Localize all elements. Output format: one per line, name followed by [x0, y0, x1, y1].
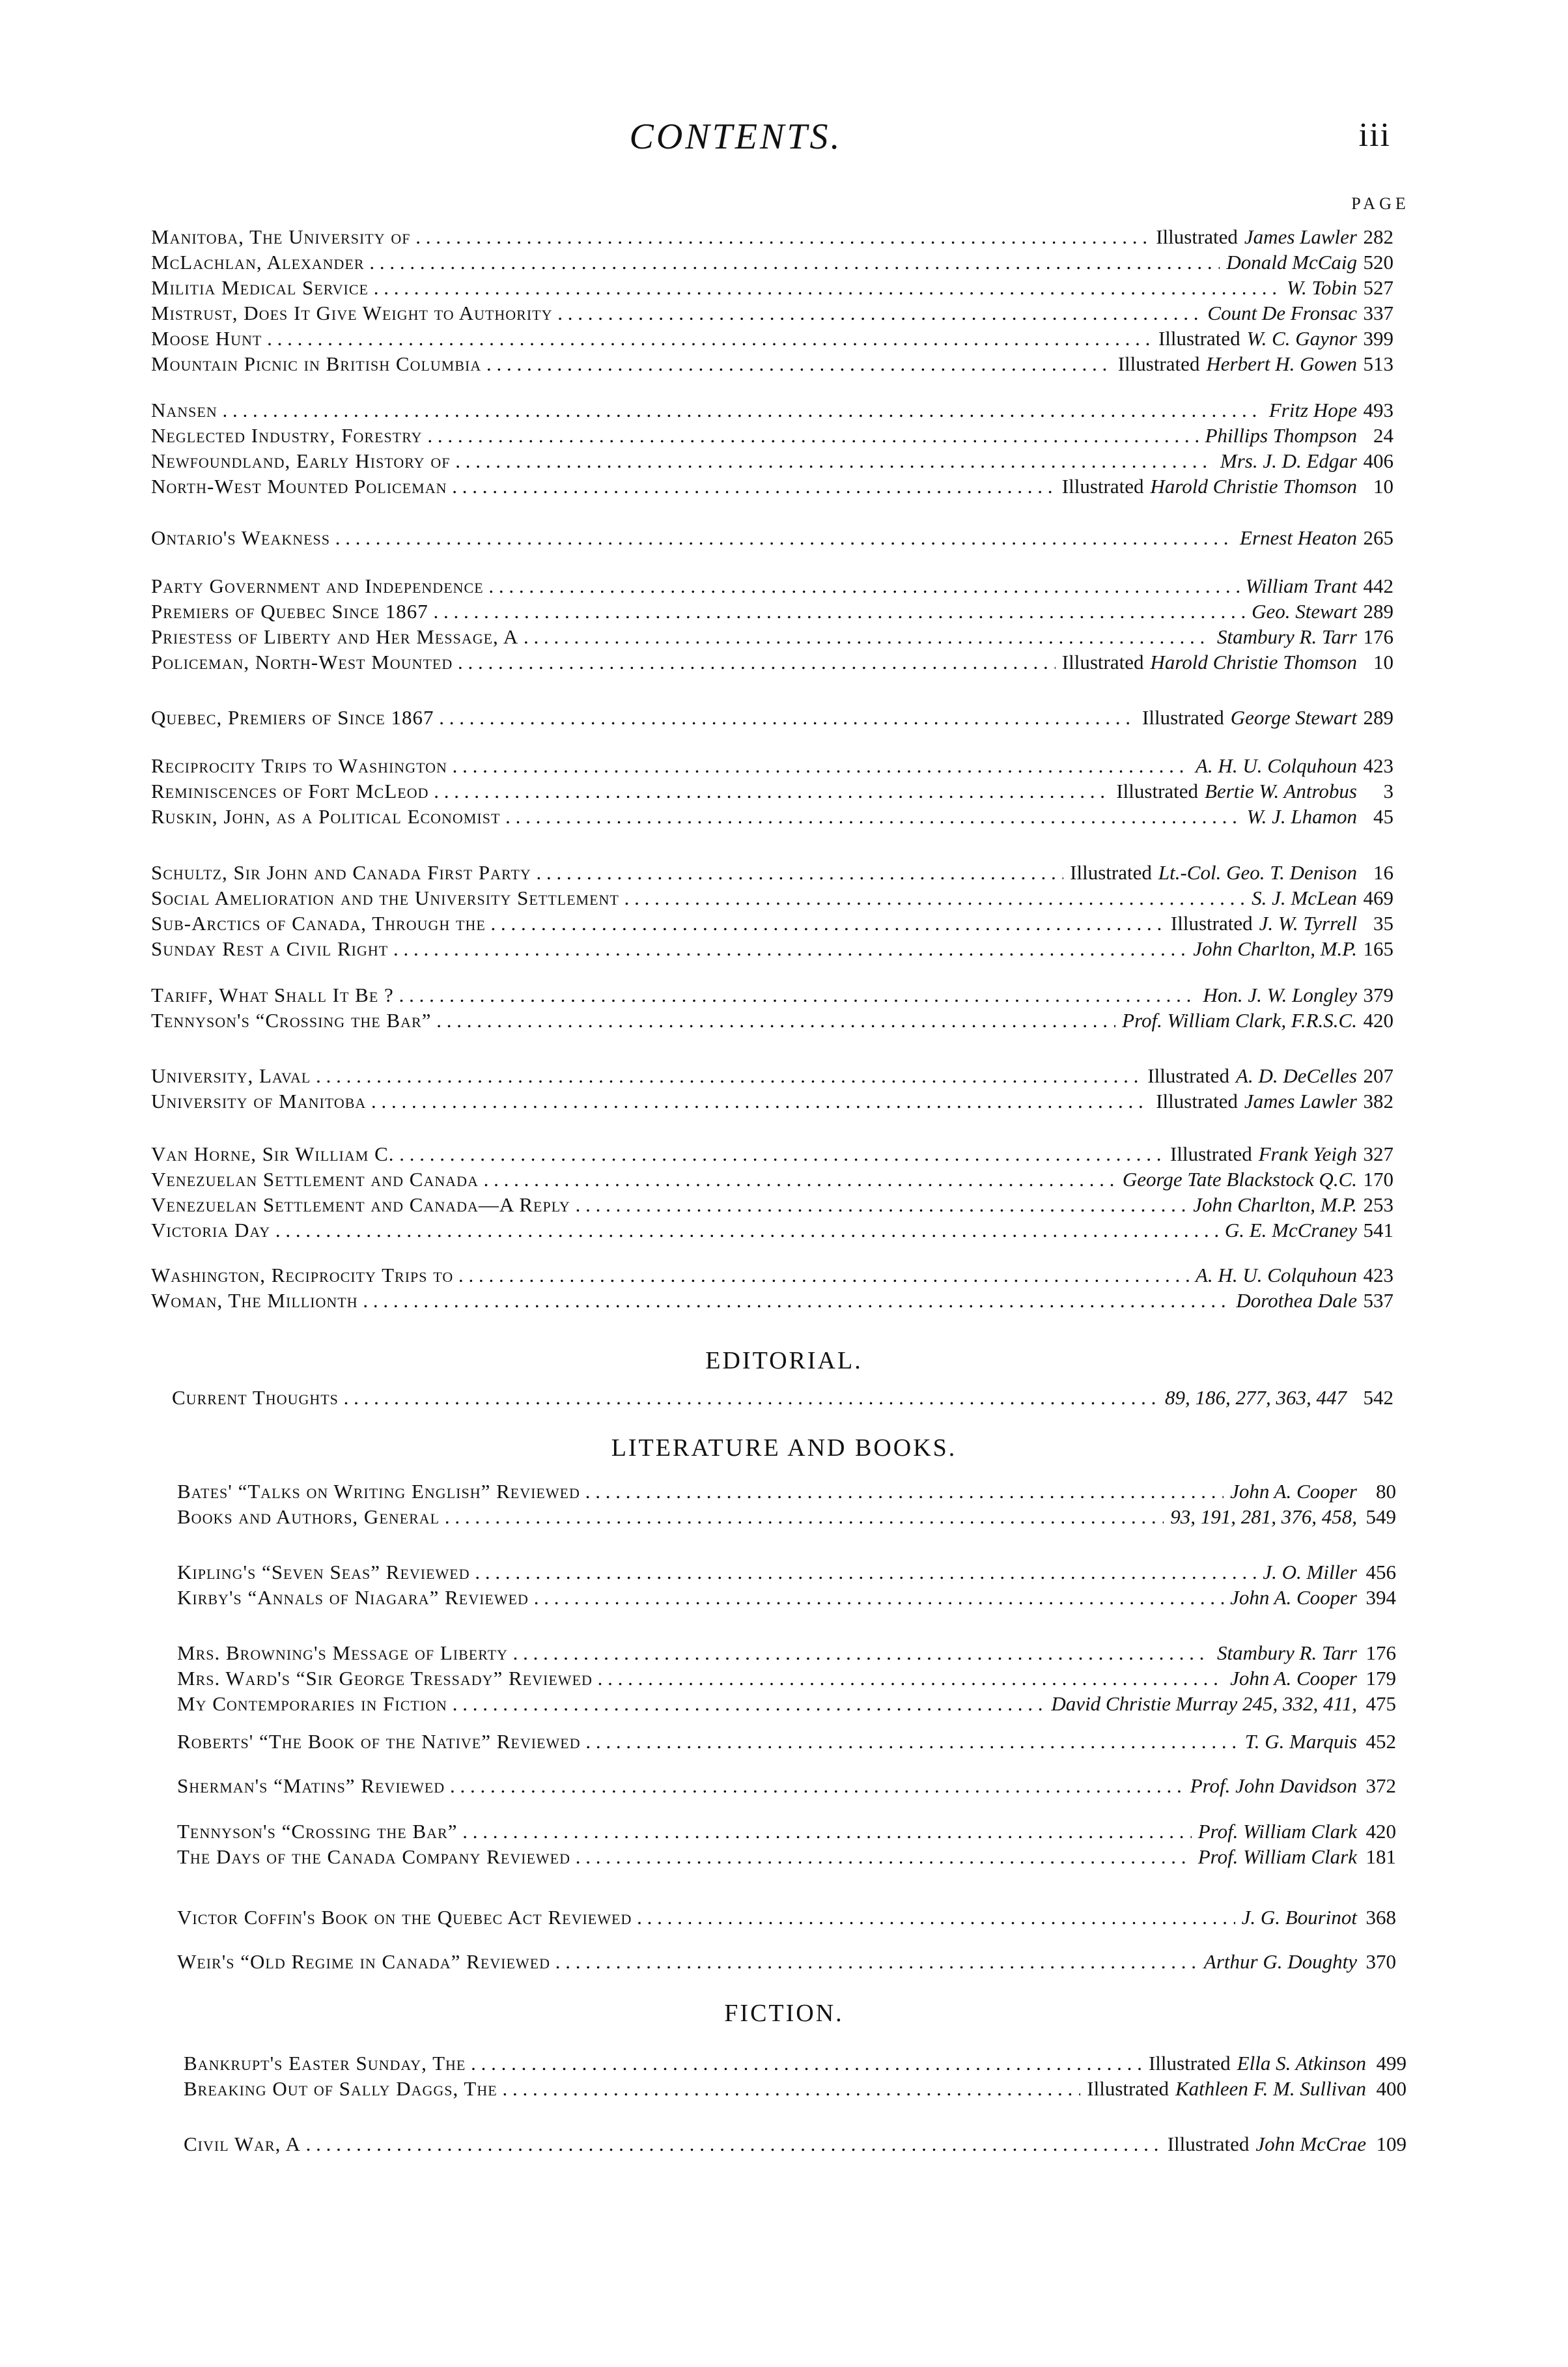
entry-title: Kipling's “Seven Seas” Reviewed: [177, 1561, 470, 1583]
entry-note: Illustrated: [1061, 475, 1144, 498]
contents-entry: [184, 2131, 1407, 2157]
contents-entry: [177, 1729, 1396, 1755]
contents-entry: [151, 705, 1393, 731]
entry-title: Mistrust, Does It Give Weight to Authority: [151, 302, 553, 324]
entry-note: Illustrated: [1117, 352, 1200, 375]
entry-title: Militia Medical Service: [151, 276, 369, 299]
entry-title: Social Amelioration and the University Settlement: [151, 886, 619, 909]
contents-entry: [177, 1844, 1396, 1870]
entry-note: Illustrated: [1087, 2077, 1169, 2100]
contents-entry: [151, 911, 1393, 937]
entry-page-number: 45: [1373, 805, 1393, 828]
entry-author: Herbert H. Gowen: [1206, 352, 1357, 375]
entry-title: Venezuelan Settlement and Canada: [151, 1168, 479, 1191]
entry-author: James Lawler: [1244, 225, 1357, 248]
entry-author: Stambury R. Tarr: [1216, 1641, 1357, 1664]
entry-title: Schultz, Sir John and Canada First Party: [151, 861, 531, 884]
contents-entry: [177, 1504, 1396, 1530]
entry-title: University, Laval: [151, 1064, 311, 1087]
entry-title: Ruskin, John, as a Political Economist: [151, 805, 501, 828]
contents-entry: [177, 1665, 1396, 1692]
entry-title: Sub-Arctics of Canada, Through the: [151, 912, 486, 935]
entry-title: Bankrupt's Easter Sunday, The: [184, 2052, 466, 2075]
entry-author: John A. Cooper: [1230, 1480, 1357, 1503]
entry-author: John A. Cooper: [1230, 1586, 1357, 1609]
entry-author: Prof. William Clark, F.R.S.C.: [1122, 1009, 1357, 1032]
entry-title: Current Thoughts: [172, 1386, 339, 1409]
entry-page-number: 368: [1365, 1906, 1396, 1929]
entry-page-number: 406: [1363, 449, 1393, 472]
entry-page-number: 3: [1383, 780, 1393, 802]
entry-title: Neglected Industry, Forestry: [151, 424, 423, 447]
entry-title: Reciprocity Trips to Washington: [151, 754, 447, 777]
entry-page-number: 469: [1363, 886, 1393, 909]
entry-author: Donald McCaig: [1226, 251, 1357, 274]
contents-entry: [177, 1949, 1396, 1975]
section-heading: FICTION.: [724, 2000, 844, 2027]
contents-entry: [151, 1288, 1393, 1314]
entry-note: Illustrated: [1147, 1064, 1230, 1087]
entry-title: Policeman, North-West Mounted: [151, 651, 453, 673]
entry-author: Count De Fronsac: [1207, 302, 1357, 324]
entry-author: Ernest Heaton: [1240, 526, 1357, 549]
entry-title: Mrs. Ward's “Sir George Tressady” Reviewed: [177, 1667, 593, 1690]
entry-page-number: 423: [1363, 754, 1393, 777]
contents-entry: [177, 1905, 1396, 1931]
contents-entry: [151, 778, 1393, 804]
entry-author: A. D. DeCelles: [1236, 1064, 1357, 1087]
contents-entry: [151, 753, 1393, 779]
contents-entry: [151, 423, 1393, 449]
entry-note: Illustrated: [1170, 912, 1253, 935]
entry-page-number: 35: [1373, 912, 1393, 935]
entry-page-number: 527: [1363, 276, 1393, 299]
entry-title: Weir's “Old Regime in Canada” Reviewed: [177, 1950, 551, 1973]
entry-author: A. H. U. Colquhoun: [1196, 754, 1357, 777]
entry-page-number: 394: [1365, 1586, 1396, 1609]
entry-title: Reminiscences of Fort McLeod: [151, 780, 429, 802]
entry-page-number: 382: [1363, 1090, 1393, 1113]
entry-author: A. H. U. Colquhoun: [1196, 1264, 1357, 1286]
entry-page-number: 10: [1373, 475, 1393, 498]
contents-entry: [151, 804, 1393, 830]
entry-title: The Days of the Canada Company Reviewed: [177, 1845, 571, 1868]
entry-author: George Tate Blackstock Q.C.: [1122, 1168, 1357, 1191]
entry-title: McLachlan, Alexander: [151, 251, 365, 274]
contents-entry: [151, 573, 1393, 599]
section-heading: LITERATURE AND BOOKS.: [611, 1434, 957, 1462]
contents-entry: [172, 1385, 1393, 1411]
entry-author: Lt.-Col. Geo. T. Denison: [1158, 861, 1357, 884]
entry-page-number: 176: [1365, 1641, 1396, 1664]
entry-author: Prof. William Clark: [1197, 1845, 1357, 1868]
entry-title: North-West Mounted Policeman: [151, 475, 447, 498]
entry-title: My Contemporaries in Fiction: [177, 1692, 447, 1715]
entry-title: Priestess of Liberty and Her Message, A: [151, 625, 519, 648]
entry-title: Kirby's “Annals of Niagara” Reviewed: [177, 1586, 529, 1609]
contents-entry: [151, 300, 1393, 326]
entry-author: Kathleen F. M. Sullivan: [1175, 2077, 1366, 2100]
entry-title: Tariff, What Shall It Be ?: [151, 984, 394, 1006]
entry-page-number: 327: [1363, 1142, 1393, 1165]
entry-page-number: 542: [1363, 1386, 1393, 1409]
entry-note: Illustrated: [1156, 225, 1238, 248]
entry-title: Newfoundland, Early History of: [151, 449, 451, 472]
entry-author: Hon. J. W. Longley: [1203, 984, 1357, 1006]
entry-title: Books and Authors, General: [177, 1505, 440, 1528]
entry-note: Illustrated: [1070, 861, 1152, 884]
entry-title: Sherman's “Matins” Reviewed: [177, 1774, 445, 1797]
contents-entry: [184, 2050, 1407, 2076]
entry-page-number: 176: [1363, 625, 1393, 648]
entry-author: J. W. Tyrrell: [1259, 912, 1357, 935]
contents-entry: [151, 624, 1393, 650]
entry-page-number: 442: [1363, 574, 1393, 597]
entry-author: Arthur G. Doughty: [1203, 1950, 1357, 1973]
contents-entry: [177, 1559, 1396, 1585]
contents-entry: [151, 860, 1393, 886]
entry-author: T. G. Marquis: [1244, 1730, 1357, 1753]
entry-page-number: 541: [1363, 1219, 1393, 1241]
entry-title: Sunday Rest a Civil Right: [151, 937, 389, 960]
entry-page-number: 16: [1373, 861, 1393, 884]
entry-title: Quebec, Premiers of Since 1867: [151, 706, 434, 729]
contents-entry: [151, 1088, 1393, 1114]
contents-entry: [151, 275, 1393, 301]
contents-entry: [151, 599, 1393, 625]
page-number: iii: [1358, 117, 1391, 154]
contents-entry: [184, 2076, 1407, 2102]
entry-title: Venezuelan Settlement and Canada—A Reply: [151, 1193, 570, 1216]
entry-author: John McCrae: [1255, 2133, 1366, 2155]
entry-page-number: 423: [1363, 1264, 1393, 1286]
entry-page-number: 513: [1363, 352, 1393, 375]
entry-author: Fritz Hope: [1268, 399, 1357, 421]
entry-page-number: 207: [1363, 1064, 1393, 1087]
entry-author: Stambury R. Tarr: [1216, 625, 1357, 648]
entry-title: University of Manitoba: [151, 1090, 367, 1113]
section-heading: EDITORIAL.: [705, 1347, 863, 1374]
entry-page-number: 399: [1363, 327, 1393, 350]
page-column-heading: PAGE: [1351, 194, 1410, 213]
running-title: CONTENTS.: [629, 117, 843, 157]
entry-page-number: 520: [1363, 251, 1393, 274]
entry-page-number: 370: [1365, 1950, 1396, 1973]
entry-page-number: 282: [1363, 225, 1393, 248]
contents-entry: [177, 1479, 1396, 1505]
entry-author: G. E. McCraney: [1224, 1219, 1357, 1241]
entry-page-number: 181: [1365, 1845, 1396, 1868]
entry-author: Ella S. Atkinson: [1237, 2052, 1366, 2075]
entry-title: Moose Hunt: [151, 327, 262, 350]
entry-author: Frank Yeigh: [1258, 1142, 1357, 1165]
contents-entry: [177, 1773, 1396, 1799]
entry-title: Van Horne, Sir William C.: [151, 1142, 395, 1165]
entry-page-number: 289: [1363, 706, 1393, 729]
entry-author: J. O. Miller: [1263, 1561, 1357, 1583]
entry-author: John Charlton, M.P.: [1193, 937, 1357, 960]
entry-author: Geo. Stewart: [1252, 600, 1357, 623]
entry-page-number: 170: [1363, 1168, 1393, 1191]
entry-note: Illustrated: [1156, 1090, 1238, 1113]
entry-author: Phillips Thompson: [1205, 424, 1357, 447]
entry-note: Illustrated: [1116, 780, 1199, 802]
entry-author: George Stewart: [1230, 706, 1357, 729]
contents-entry: [151, 936, 1393, 962]
entry-page-number: 337: [1363, 302, 1393, 324]
entry-page-number: 10: [1373, 651, 1393, 673]
entry-author: David Christie Murray 245, 332, 411,: [1051, 1692, 1357, 1715]
contents-entry: [151, 1262, 1393, 1288]
entry-page-number: 165: [1363, 937, 1393, 960]
entry-note: Illustrated: [1167, 2133, 1250, 2155]
entry-title: Woman, The Millionth: [151, 1289, 358, 1312]
contents-entry: [151, 1008, 1393, 1034]
entry-note: Illustrated: [1148, 2052, 1231, 2075]
contents-entry: [177, 1640, 1396, 1666]
entry-page-number: 420: [1365, 1820, 1396, 1843]
entry-title: Bates' “Talks on Writing English” Reviewed: [177, 1480, 580, 1503]
entry-page-number: 420: [1363, 1009, 1393, 1032]
contents-entry: [151, 1217, 1393, 1243]
contents-entry: [151, 1192, 1393, 1218]
entry-title: Washington, Reciprocity Trips to: [151, 1264, 454, 1286]
entry-author: John Charlton, M.P.: [1193, 1193, 1357, 1216]
entry-page-number: 452: [1365, 1730, 1396, 1753]
contents-entry: [177, 1691, 1396, 1717]
entry-page-number: 109: [1376, 2133, 1407, 2155]
entry-page-number: 289: [1363, 600, 1393, 623]
entry-author: William Trant: [1245, 574, 1357, 597]
contents-entry: [151, 249, 1393, 276]
entry-page-number: 549: [1365, 1505, 1396, 1528]
entry-author: 89, 186, 277, 363, 447: [1165, 1386, 1347, 1409]
entry-page-number: 265: [1363, 526, 1393, 549]
contents-entry: [151, 649, 1393, 675]
entry-title: Nansen: [151, 399, 217, 421]
entry-note: Illustrated: [1170, 1142, 1252, 1165]
entry-page-number: 80: [1376, 1480, 1396, 1503]
entry-author: James Lawler: [1244, 1090, 1357, 1113]
entry-page-number: 475: [1365, 1692, 1396, 1715]
contents-entry: [151, 474, 1393, 500]
entry-note: Illustrated: [1061, 651, 1144, 673]
entry-title: Roberts' “The Book of the Native” Reviewed: [177, 1730, 581, 1753]
entry-note: Illustrated: [1142, 706, 1224, 729]
entry-page-number: 379: [1363, 984, 1393, 1006]
entry-page-number: 493: [1363, 399, 1393, 421]
entry-title: Civil War, A: [184, 2133, 301, 2155]
entry-title: Tennyson's “Crossing the Bar”: [177, 1820, 458, 1843]
entry-title: Premiers of Quebec Since 1867: [151, 600, 428, 623]
entry-author: Harold Christie Thomson: [1150, 475, 1357, 498]
entry-author: Bertie W. Antrobus: [1205, 780, 1357, 802]
contents-entry: [177, 1585, 1396, 1611]
entry-page-number: 400: [1376, 2077, 1407, 2100]
contents-entry: [151, 982, 1393, 1008]
entry-title: Mrs. Browning's Message of Liberty: [177, 1641, 508, 1664]
entry-page-number: 456: [1365, 1561, 1396, 1583]
entry-title: Party Government and Independence: [151, 574, 484, 597]
entry-author: John A. Cooper: [1230, 1667, 1357, 1690]
contents-entry: [177, 1819, 1396, 1845]
entry-author: W. Tobin: [1287, 276, 1357, 299]
entry-author: Mrs. J. D. Edgar: [1220, 449, 1357, 472]
contents-entry: [151, 448, 1393, 474]
entry-author: J. G. Bourinot: [1241, 1906, 1357, 1929]
contents-entry: [151, 351, 1393, 377]
entry-title: Tennyson's “Crossing the Bar”: [151, 1009, 432, 1032]
contents-entry: [151, 224, 1393, 250]
entry-page-number: 499: [1376, 2052, 1407, 2075]
contents-entry: [151, 397, 1393, 423]
entry-author: Dorothea Dale: [1236, 1289, 1357, 1312]
contents-entry: [151, 1141, 1393, 1167]
entry-page-number: 253: [1363, 1193, 1393, 1216]
entry-title: Manitoba, The University of: [151, 225, 411, 248]
entry-page-number: 537: [1363, 1289, 1393, 1312]
entry-page-number: 24: [1373, 424, 1393, 447]
entry-title: Victor Coffin's Book on the Quebec Act Reviewed: [177, 1906, 632, 1929]
entry-page-number: 372: [1365, 1774, 1396, 1797]
entry-author: W. J. Lhamon: [1246, 805, 1357, 828]
entry-title: Mountain Picnic in British Columbia: [151, 352, 482, 375]
contents-entry: [151, 525, 1393, 551]
entry-author: S. J. McLean: [1252, 886, 1357, 909]
contents-entry: [151, 1167, 1393, 1193]
contents-entry: [151, 326, 1393, 352]
entry-title: Breaking Out of Sally Daggs, The: [184, 2077, 497, 2100]
entry-author: Prof. William Clark: [1197, 1820, 1357, 1843]
entry-title: Ontario's Weakness: [151, 526, 331, 549]
entry-title: Victoria Day: [151, 1219, 271, 1241]
contents-entry: [151, 885, 1393, 911]
entry-author: W. C. Gaynor: [1246, 327, 1357, 350]
entry-author: Prof. John Davidson: [1190, 1774, 1357, 1797]
entry-author: 93, 191, 281, 376, 458,: [1170, 1505, 1357, 1528]
entry-note: Illustrated: [1158, 327, 1240, 350]
entry-page-number: 179: [1365, 1667, 1396, 1690]
entry-author: Harold Christie Thomson: [1150, 651, 1357, 673]
contents-entry: [151, 1063, 1393, 1089]
